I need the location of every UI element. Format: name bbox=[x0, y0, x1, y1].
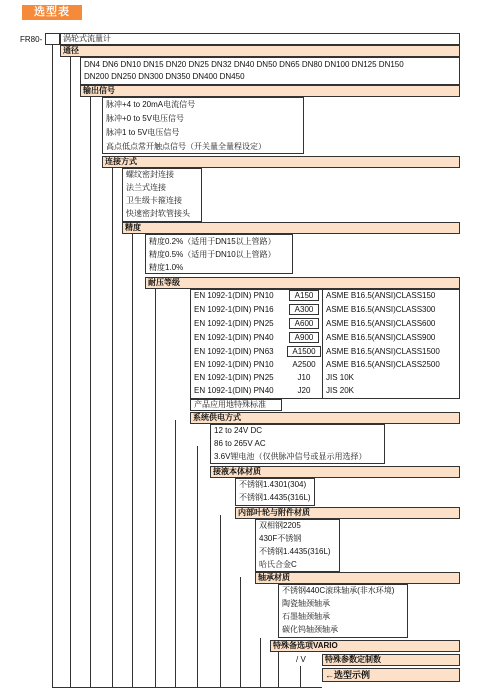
bearing-item-2: 陶瓷轴颈轴承 bbox=[282, 599, 330, 608]
connector-13 bbox=[300, 666, 301, 687]
connector-7 bbox=[175, 420, 176, 687]
bearing-item-3: 石墨轴颈轴承 bbox=[282, 612, 330, 621]
connector-9 bbox=[220, 515, 221, 687]
pressure-asme-7: JIS 10K bbox=[326, 373, 355, 382]
connection-item-2: 法兰式连接 bbox=[126, 183, 166, 192]
pressure-special: 产品应用地特殊标准 bbox=[194, 400, 266, 409]
connector-12 bbox=[278, 652, 279, 687]
power-item-3: 3.6V锂电池（仅供脉冲信号或显示用选择） bbox=[214, 452, 367, 461]
diameter-line-1: DN4 DN6 DN10 DN15 DN20 DN25 DN32 DN40 DN50 DN65 DN80 DN100 DN125 DN150 bbox=[84, 60, 404, 69]
connector-3 bbox=[90, 95, 91, 687]
pressure-asme-2: ASME B16.5(ANSI)CLASS300 bbox=[326, 305, 436, 314]
connector-2 bbox=[70, 57, 71, 687]
body-material-item-2: 不锈钢1.4435(316L) bbox=[239, 493, 311, 502]
pressure-code-5: A1500 bbox=[287, 346, 321, 357]
impeller-material-item-4: 哈氏合金C bbox=[259, 560, 297, 569]
pressure-bar: 耐压等级 bbox=[145, 277, 460, 289]
pressure-en-8: EN 1092-1(DIN) PN40 bbox=[194, 386, 274, 395]
pressure-en-3: EN 1092-1(DIN) PN25 bbox=[194, 319, 274, 328]
pressure-code-2: A300 bbox=[289, 304, 319, 315]
connector-5 bbox=[132, 230, 133, 687]
model-prefix: FR80- bbox=[20, 35, 43, 44]
impeller-material-bar: 内部叶轮与附件材质 bbox=[235, 507, 460, 519]
page-title: 选型表 bbox=[22, 5, 82, 20]
connection-item-3: 卫生级卡箍连接 bbox=[126, 196, 182, 205]
pressure-en-2: EN 1092-1(DIN) PN16 bbox=[194, 305, 274, 314]
pressure-en-6: EN 1092-1(DIN) PN10 bbox=[194, 360, 274, 369]
connector-4 bbox=[112, 166, 113, 687]
model-name-bar: 涡轮式流量计 bbox=[60, 33, 460, 45]
pressure-code-divider bbox=[322, 289, 323, 399]
pressure-en-1: EN 1092-1(DIN) PN10 bbox=[194, 291, 274, 300]
bearing-bar: 轴承材质 bbox=[255, 572, 460, 584]
output-bar: 输出信号 bbox=[80, 85, 460, 97]
custom-slash: / V bbox=[296, 655, 306, 664]
pressure-code-8: J20 bbox=[289, 385, 319, 396]
special-option-bar: 特殊备选项VARIO bbox=[270, 640, 460, 652]
pressure-asme-5: ASME B16.5(ANSI)CLASS1500 bbox=[326, 347, 440, 356]
connection-bar: 连接方式 bbox=[102, 156, 460, 168]
power-item-1: 12 to 24V DC bbox=[214, 426, 263, 435]
example-label: ←选型示例 bbox=[322, 668, 460, 682]
model-code-box bbox=[45, 33, 60, 45]
output-item-3: 脉冲1 to 5V电压信号 bbox=[106, 128, 180, 137]
pressure-en-7: EN 1092-1(DIN) PN25 bbox=[194, 373, 274, 382]
accuracy-item-2: 精度0.5%（适用于DN10以上管路） bbox=[149, 250, 276, 259]
pressure-code-7: J10 bbox=[289, 372, 319, 383]
accuracy-item-1: 精度0.2%（适用于DN15以上管路） bbox=[149, 237, 276, 246]
bearing-item-4: 碳化钨轴颈轴承 bbox=[282, 625, 338, 634]
pressure-en-5: EN 1092-1(DIN) PN63 bbox=[194, 347, 274, 356]
pressure-code-4: A900 bbox=[289, 332, 319, 343]
connector-1 bbox=[52, 45, 53, 687]
pressure-code-3: A600 bbox=[289, 318, 319, 329]
pressure-asme-1: ASME B16.5(ANSI)CLASS150 bbox=[326, 291, 436, 300]
connection-item-1: 螺纹密封连接 bbox=[126, 170, 174, 179]
custom-bar: 特殊参数定制数 bbox=[322, 654, 460, 666]
diameter-line-2: DN200 DN250 DN300 DN350 DN400 DN450 bbox=[84, 72, 245, 81]
impeller-material-item-1: 双相钢2205 bbox=[259, 521, 301, 530]
accuracy-bar: 精度 bbox=[122, 222, 460, 234]
power-item-2: 86 to 265V AC bbox=[214, 439, 266, 448]
bearing-item-1: 不锈钢440C滚珠轴承(非水环境) bbox=[282, 586, 395, 595]
pressure-code-6: A2500 bbox=[287, 359, 321, 370]
diameter-bar: 通径 bbox=[60, 45, 460, 57]
connection-item-4: 快速密封软管接头 bbox=[126, 209, 190, 218]
body-material-bar: 接液本体材质 bbox=[210, 466, 460, 478]
accuracy-item-3: 精度1.0% bbox=[149, 263, 184, 272]
pressure-asme-4: ASME B16.5(ANSI)CLASS900 bbox=[326, 333, 436, 342]
pressure-en-4: EN 1092-1(DIN) PN40 bbox=[194, 333, 274, 342]
impeller-material-item-3: 不锈钢1.4435(316L) bbox=[259, 547, 331, 556]
output-item-4: 高点低点常开触点信号（开关量全量程设定） bbox=[106, 142, 266, 151]
power-bar: 系统供电方式 bbox=[190, 412, 460, 424]
pressure-code-1: A150 bbox=[289, 290, 319, 301]
pressure-asme-3: ASME B16.5(ANSI)CLASS600 bbox=[326, 319, 436, 328]
connector-11 bbox=[260, 638, 261, 687]
body-material-item-1: 不锈钢1.4301(304) bbox=[239, 480, 307, 489]
connector-8 bbox=[197, 446, 198, 687]
bottom-line bbox=[52, 687, 322, 688]
pressure-asme-8: JIS 20K bbox=[326, 386, 355, 395]
connector-6 bbox=[155, 287, 156, 687]
pressure-asme-6: ASME B16.5(ANSI)CLASS2500 bbox=[326, 360, 440, 369]
output-item-1: 脉冲+4 to 20mA电流信号 bbox=[106, 100, 196, 109]
impeller-material-item-2: 430F不锈钢 bbox=[259, 534, 302, 543]
connector-10 bbox=[240, 577, 241, 687]
output-item-2: 脉冲+0 to 5V电压信号 bbox=[106, 114, 185, 123]
